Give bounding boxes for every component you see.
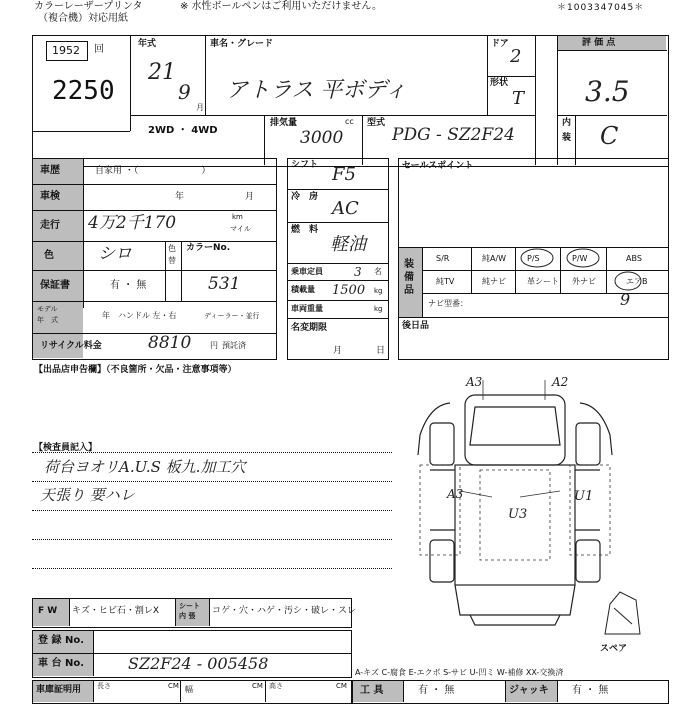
seat-options: コゲ・穴・ハゲ・汚シ・破レ・スレ	[212, 606, 357, 616]
fuel-label: 燃 料	[291, 225, 319, 235]
history-label: 車歴	[40, 165, 60, 176]
spare-tire-icon	[600, 588, 646, 640]
inspection-month: 月	[245, 192, 255, 202]
color-change-2: 替	[168, 256, 176, 265]
year-value: 21	[148, 60, 176, 85]
equipment-row2-item: 純TV	[436, 277, 455, 286]
name-change-month: 月	[333, 346, 343, 356]
mileage-value: 4万2千170	[88, 213, 177, 233]
jack-label: ジャッキ	[509, 685, 549, 696]
registration-label: 登 録 No.	[38, 635, 85, 646]
vehicle-damage-diagram	[400, 375, 630, 630]
cc-label: 排気量	[270, 118, 298, 128]
capacity-value: 3	[354, 265, 362, 279]
name-change-day: 日	[376, 346, 386, 356]
length-label: 長さ	[97, 682, 111, 690]
chassis-label: 車 台 No.	[38, 658, 85, 669]
chassis-value: SZ2F24 - 005458	[128, 654, 269, 673]
damage-legend: A-キズ C-腐食 E-エクボ S-サビ U-凹ミ W-補修 XX-交換済	[355, 668, 564, 677]
ac-value: AC	[332, 198, 359, 219]
equipment-row2-item: 外ナビ	[572, 277, 596, 286]
navi-mark: 9	[620, 290, 631, 309]
tools-options: 有 ・ 無	[418, 685, 455, 696]
lot-kai: 回	[94, 44, 104, 55]
drive-label: 2WD ・ 4WD	[148, 125, 218, 136]
month-value: 9	[178, 80, 191, 104]
color-no-value: 531	[208, 274, 241, 294]
shift-value: F5	[332, 164, 356, 185]
interior-label-1: 内	[562, 118, 572, 128]
color-value: シロ	[98, 244, 132, 264]
model-year-unit: 年	[102, 311, 110, 320]
recycle-label: リサイクル料金	[40, 341, 102, 351]
attachment-label: 後日品	[402, 321, 430, 331]
door-label: ドア	[491, 39, 509, 49]
lot-tag: 1952	[52, 44, 80, 57]
equipment-label: 装備品	[404, 259, 414, 296]
lot-number: 2250	[52, 76, 115, 106]
color-change-1: 色	[168, 244, 176, 253]
month-unit: 月	[196, 103, 204, 112]
year-label: 年式	[138, 39, 157, 49]
mileage-label: 走行	[40, 220, 60, 231]
ac-label: 冷 房	[291, 192, 319, 202]
recycle-unit: 円	[210, 341, 218, 350]
history-options: 自家用 ・（ ）	[95, 166, 211, 176]
name-grade-value: アトラス 平ボディ	[226, 78, 407, 103]
model-label: 型式	[367, 118, 386, 128]
width-label: 幅	[185, 685, 193, 694]
inspector-note-2: 天張り 要ハレ	[40, 486, 135, 504]
mileage-km: km	[232, 213, 243, 221]
evaluation-score: 3.5	[585, 75, 630, 108]
tools-label: 工 具	[360, 685, 384, 696]
damage-mark-a3-side: A3	[447, 487, 464, 501]
interior-label-2: 装	[562, 133, 572, 143]
model-year-label-2: 年 式	[37, 316, 58, 324]
height-label: 高さ	[269, 682, 283, 690]
damage-mark-u1: U1	[574, 489, 594, 504]
equipment-row2-item: エアB	[626, 277, 648, 286]
fw-options: キズ・ヒビ石・割レX	[72, 606, 159, 616]
garage-cert-label: 車庫証明用	[36, 685, 82, 695]
capacity-unit: 名	[374, 267, 382, 276]
capacity-label: 乗車定員	[291, 267, 323, 276]
equipment-row1-item: P/W	[572, 254, 588, 263]
dealer-label: ディーラー・並行	[204, 312, 260, 320]
weight-unit: kg	[374, 305, 383, 313]
equipment-row1-item: P/S	[527, 254, 540, 263]
name-grade-label: 車名・グレード	[210, 39, 274, 49]
equipment-row1-item: 純A/W	[482, 254, 507, 263]
pen-notice: ※ 水性ボールペンはご利用いただけません。	[180, 1, 382, 12]
shape-value: T	[512, 88, 525, 109]
seat-label-2: 内 張	[179, 612, 196, 620]
inspection-year: 年	[175, 192, 185, 202]
jack-options: 有 ・ 無	[572, 685, 609, 696]
declaration-label: 【出品店申告欄】（不良箇所・欠品・注意事項等）	[34, 365, 237, 375]
handle-label: ハンドル 左・右	[118, 311, 177, 320]
recycle-deposit: 預託済	[222, 341, 246, 350]
inspection-label: 車検	[40, 191, 60, 202]
evaluation-label: 評 価 点	[582, 38, 616, 48]
warranty-options: 有 ・ 無	[110, 280, 147, 291]
model-value: PDG - SZ2F24	[392, 125, 515, 145]
equipment-row1-item: ABS	[626, 254, 642, 263]
equipment-row2-item: 純ナビ	[482, 277, 506, 286]
fuel-value: 軽油	[330, 234, 366, 255]
equipment-circles	[422, 247, 668, 293]
printer-notice-1: カラーレーザープリンタ	[34, 1, 143, 12]
navi-model-label: ナビ型番：	[428, 299, 468, 308]
printer-notice-2: （複合機）対応用紙	[38, 13, 128, 24]
shift-label: シフト	[291, 160, 319, 170]
damage-mark-a3-top: A3	[466, 375, 483, 389]
door-value: 2	[510, 46, 522, 67]
equipment-row1-item: S/R	[436, 254, 450, 263]
shape-label: 形状	[490, 78, 509, 88]
cm-1: CM	[168, 682, 179, 690]
cm-3: CM	[336, 682, 347, 690]
cc-unit: cc	[345, 117, 354, 126]
load-label: 積載量	[291, 285, 315, 294]
serial-number: ＊1003347045＊	[557, 3, 645, 13]
weight-label: 車両重量	[291, 304, 323, 313]
model-year-label-1: モデル	[37, 305, 58, 313]
load-unit: kg	[374, 287, 383, 295]
color-no-label: カラーNo.	[186, 243, 231, 253]
cm-2: CM	[252, 682, 263, 690]
seat-label-1: シート	[179, 602, 200, 610]
fw-label: F W	[38, 606, 58, 616]
sales-point-label: セールスポイント	[402, 161, 474, 171]
damage-mark-u3: U3	[508, 507, 528, 522]
equipment-row2-item: 革シート	[527, 277, 559, 286]
recycle-value: 8810	[148, 333, 192, 353]
name-change-label: 名変期限	[291, 323, 328, 333]
inspector-note-1: 荷台ヨオリA.U.S 板九.加工穴	[44, 458, 246, 476]
color-label: 色	[44, 250, 54, 261]
spare-label: スペア	[600, 644, 628, 654]
interior-score: C	[600, 122, 619, 150]
inspector-label: 【検査員記入】	[34, 443, 98, 453]
damage-mark-a2-top: A2	[552, 375, 569, 389]
load-value: 1500	[332, 283, 366, 298]
cc-value: 3000	[300, 128, 344, 148]
warranty-label: 保証書	[40, 280, 70, 291]
mileage-mile: マイル	[230, 225, 251, 233]
